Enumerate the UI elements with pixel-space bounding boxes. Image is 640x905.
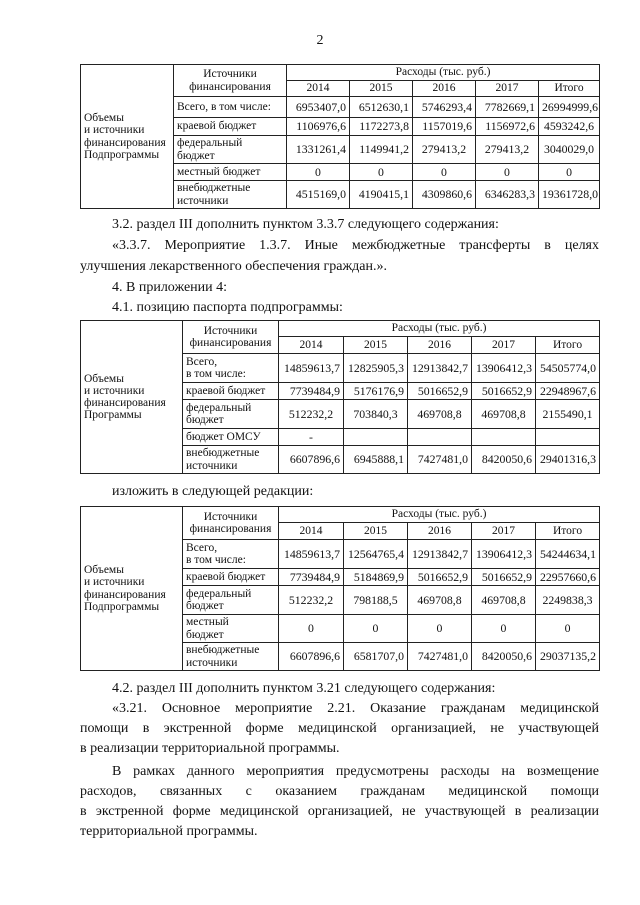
- year-header: 2015: [344, 337, 408, 354]
- value-cell: [408, 429, 472, 446]
- value-cell: 22948967,6: [536, 383, 600, 400]
- value-cell: 0: [350, 164, 413, 181]
- value-cell: 6346283,3: [476, 181, 539, 209]
- source-name: краевой бюджет: [183, 569, 279, 586]
- value-cell: 0: [476, 164, 539, 181]
- value-cell: 1331261,4: [287, 136, 350, 164]
- value-cell: 1157019,6: [413, 118, 476, 136]
- value-cell: 6953407,0: [287, 97, 350, 118]
- year-header: 2017: [472, 337, 536, 354]
- value-cell: 8420050,6: [472, 643, 536, 671]
- source-name: местный бюджет: [183, 615, 279, 643]
- year-header: 2016: [413, 81, 476, 97]
- year-header: 2014: [279, 337, 344, 354]
- sources-header: Источники финансирования: [183, 321, 279, 354]
- value-cell: 19361728,0: [539, 181, 600, 209]
- year-header: 2015: [350, 81, 413, 97]
- paragraph-3-21-line: помощи в экстренной форме медицинской организацией, не участвующей: [80, 721, 599, 736]
- value-cell: 5016652,9: [408, 383, 472, 400]
- value-cell: 2155490,1: [536, 400, 600, 429]
- paragraph-final-line: В рамках данного мероприятия предусмотрены расходы на возмещение: [112, 764, 599, 779]
- value-cell: 279413,2: [413, 136, 476, 164]
- value-cell: 703840,3: [344, 400, 408, 429]
- paragraph-4-1: 4.1. позицию паспорта подпрограммы:: [112, 300, 343, 315]
- paragraph-4: 4. В приложении 4:: [112, 280, 228, 295]
- page-number: 2: [316, 33, 324, 48]
- value-cell: 29401316,3: [536, 446, 600, 474]
- value-cell: 512232,2: [279, 586, 344, 615]
- source-name: внебюджетные источники: [183, 446, 279, 474]
- year-header: 2015: [344, 523, 408, 540]
- value-cell: 8420050,6: [472, 446, 536, 474]
- value-cell: 4593242,6: [539, 118, 600, 136]
- value-cell: [344, 429, 408, 446]
- value-cell: 3040029,0: [539, 136, 600, 164]
- value-cell: 1172273,8: [350, 118, 413, 136]
- value-cell: 0: [408, 615, 472, 643]
- total-header: Итого: [539, 81, 600, 97]
- value-cell: 6512630,1: [350, 97, 413, 118]
- value-cell: 13906412,3: [472, 540, 536, 569]
- paragraph-final-line: в экстренной форме медицинской организацией, не участвующей в реализации: [80, 804, 599, 819]
- paragraph-final-line: расходов, связанных с оказанием гражданам медицинской помощи: [80, 784, 599, 799]
- source-name: федеральный бюджет: [183, 586, 279, 615]
- year-header: 2017: [472, 523, 536, 540]
- value-cell: 5176176,9: [344, 383, 408, 400]
- value-cell: 469708,8: [472, 400, 536, 429]
- year-header: 2016: [408, 523, 472, 540]
- value-cell: 0: [413, 164, 476, 181]
- value-cell: 1156972,6: [476, 118, 539, 136]
- value-cell: 2249838,3: [536, 586, 600, 615]
- value-cell: 5184869,9: [344, 569, 408, 586]
- paragraph-3-2: 3.2. раздел III дополнить пунктом 3.3.7 следующего содержания:: [112, 217, 499, 232]
- value-cell: 5016652,9: [408, 569, 472, 586]
- table-label: Объемы и источники финансирования Подпрограммы: [81, 65, 174, 209]
- value-cell: 14859613,7: [279, 540, 344, 569]
- source-name: внебюджетные источники: [174, 181, 287, 209]
- value-cell: 6945888,1: [344, 446, 408, 474]
- value-cell: 469708,8: [472, 586, 536, 615]
- source-name: бюджет ОМСУ: [183, 429, 279, 446]
- value-cell: 6607896,6: [279, 643, 344, 671]
- year-header: 2014: [287, 81, 350, 97]
- total-header: Итого: [536, 337, 600, 354]
- year-header: 2014: [279, 523, 344, 540]
- source-name: Всего, в том числе:: [174, 97, 287, 118]
- value-cell: [472, 429, 536, 446]
- sources-header: Источники финансирования: [183, 507, 279, 540]
- value-cell: 4515169,0: [287, 181, 350, 209]
- table-label: Объемы и источники финансирования Подпрограммы: [81, 507, 183, 671]
- value-cell: 0: [536, 615, 600, 643]
- value-cell: 29037135,2: [536, 643, 600, 671]
- value-cell: 54244634,1: [536, 540, 600, 569]
- value-cell: 469708,8: [408, 400, 472, 429]
- expenses-header: Расходы (тыс. руб.): [279, 321, 600, 337]
- value-cell: 0: [539, 164, 600, 181]
- value-cell: 12913842,7: [408, 354, 472, 383]
- value-cell: 6581707,0: [344, 643, 408, 671]
- source-name: внебюджетные источники: [183, 643, 279, 671]
- value-cell: 4309860,6: [413, 181, 476, 209]
- paragraph-final-line: территориальной программы.: [80, 824, 258, 839]
- expenses-header: Расходы (тыс. руб.): [287, 65, 600, 81]
- value-cell: 12564765,4: [344, 540, 408, 569]
- value-cell: 0: [279, 615, 344, 643]
- value-cell: 7782669,1: [476, 97, 539, 118]
- value-cell: 1149941,2: [350, 136, 413, 164]
- value-cell: 13906412,3: [472, 354, 536, 383]
- expenses-header: Расходы (тыс. руб.): [279, 507, 600, 523]
- value-cell: 512232,2: [279, 400, 344, 429]
- value-cell: 7739484,9: [279, 383, 344, 400]
- paragraph-4-2: 4.2. раздел III дополнить пунктом 3.21 следующего содержания:: [112, 681, 496, 696]
- funding-table-program-old: [80, 320, 600, 474]
- value-cell: [536, 429, 600, 446]
- table-label: Объемы и источники финансирования Программы: [81, 321, 183, 474]
- value-cell: 5746293,4: [413, 97, 476, 118]
- value-cell: 4190415,1: [350, 181, 413, 209]
- value-cell: -: [279, 429, 344, 446]
- value-cell: 5016652,9: [472, 569, 536, 586]
- value-cell: 12825905,3: [344, 354, 408, 383]
- paragraph-new-edition: изложить в следующей редакции:: [112, 484, 314, 499]
- paragraph-3-3-7-line: «3.3.7. Мероприятие 1.3.7. Иные межбюджетные трансферты в целях: [112, 238, 599, 253]
- source-name: краевой бюджет: [174, 118, 287, 136]
- total-header: Итого: [536, 523, 600, 540]
- value-cell: 0: [344, 615, 408, 643]
- paragraph-3-21-line: «3.21. Основное мероприятие 2.21. Оказание гражданам медицинской: [112, 701, 599, 716]
- value-cell: 22957660,6: [536, 569, 600, 586]
- funding-table-subprogram-new: [80, 506, 600, 671]
- value-cell: 7739484,9: [279, 569, 344, 586]
- source-name: местный бюджет: [174, 164, 287, 181]
- value-cell: 26994999,6: [539, 97, 600, 118]
- value-cell: 12913842,7: [408, 540, 472, 569]
- source-name: Всего, в том числе:: [183, 354, 279, 383]
- value-cell: 7427481,0: [408, 446, 472, 474]
- source-name: краевой бюджет: [183, 383, 279, 400]
- sources-header: Источники финансирования: [174, 65, 287, 97]
- year-header: 2016: [408, 337, 472, 354]
- year-header: 2017: [476, 81, 539, 97]
- value-cell: 469708,8: [408, 586, 472, 615]
- value-cell: 5016652,9: [472, 383, 536, 400]
- paragraph-3-21-line: в реализации территориальной программы.: [80, 741, 340, 756]
- source-name: федеральный бюджет: [174, 136, 287, 164]
- paragraph-3-3-7-line: улучшения лекарственного обеспечения граждан.».: [80, 259, 387, 274]
- value-cell: 0: [472, 615, 536, 643]
- funding-table-subprogram-1: [80, 64, 600, 209]
- source-name: Всего, в том числе:: [183, 540, 279, 569]
- value-cell: 7427481,0: [408, 643, 472, 671]
- source-name: федеральный бюджет: [183, 400, 279, 429]
- value-cell: 1106976,6: [287, 118, 350, 136]
- value-cell: 0: [287, 164, 350, 181]
- value-cell: 6607896,6: [279, 446, 344, 474]
- value-cell: 54505774,0: [536, 354, 600, 383]
- value-cell: 279413,2: [476, 136, 539, 164]
- value-cell: 14859613,7: [279, 354, 344, 383]
- value-cell: 798188,5: [344, 586, 408, 615]
